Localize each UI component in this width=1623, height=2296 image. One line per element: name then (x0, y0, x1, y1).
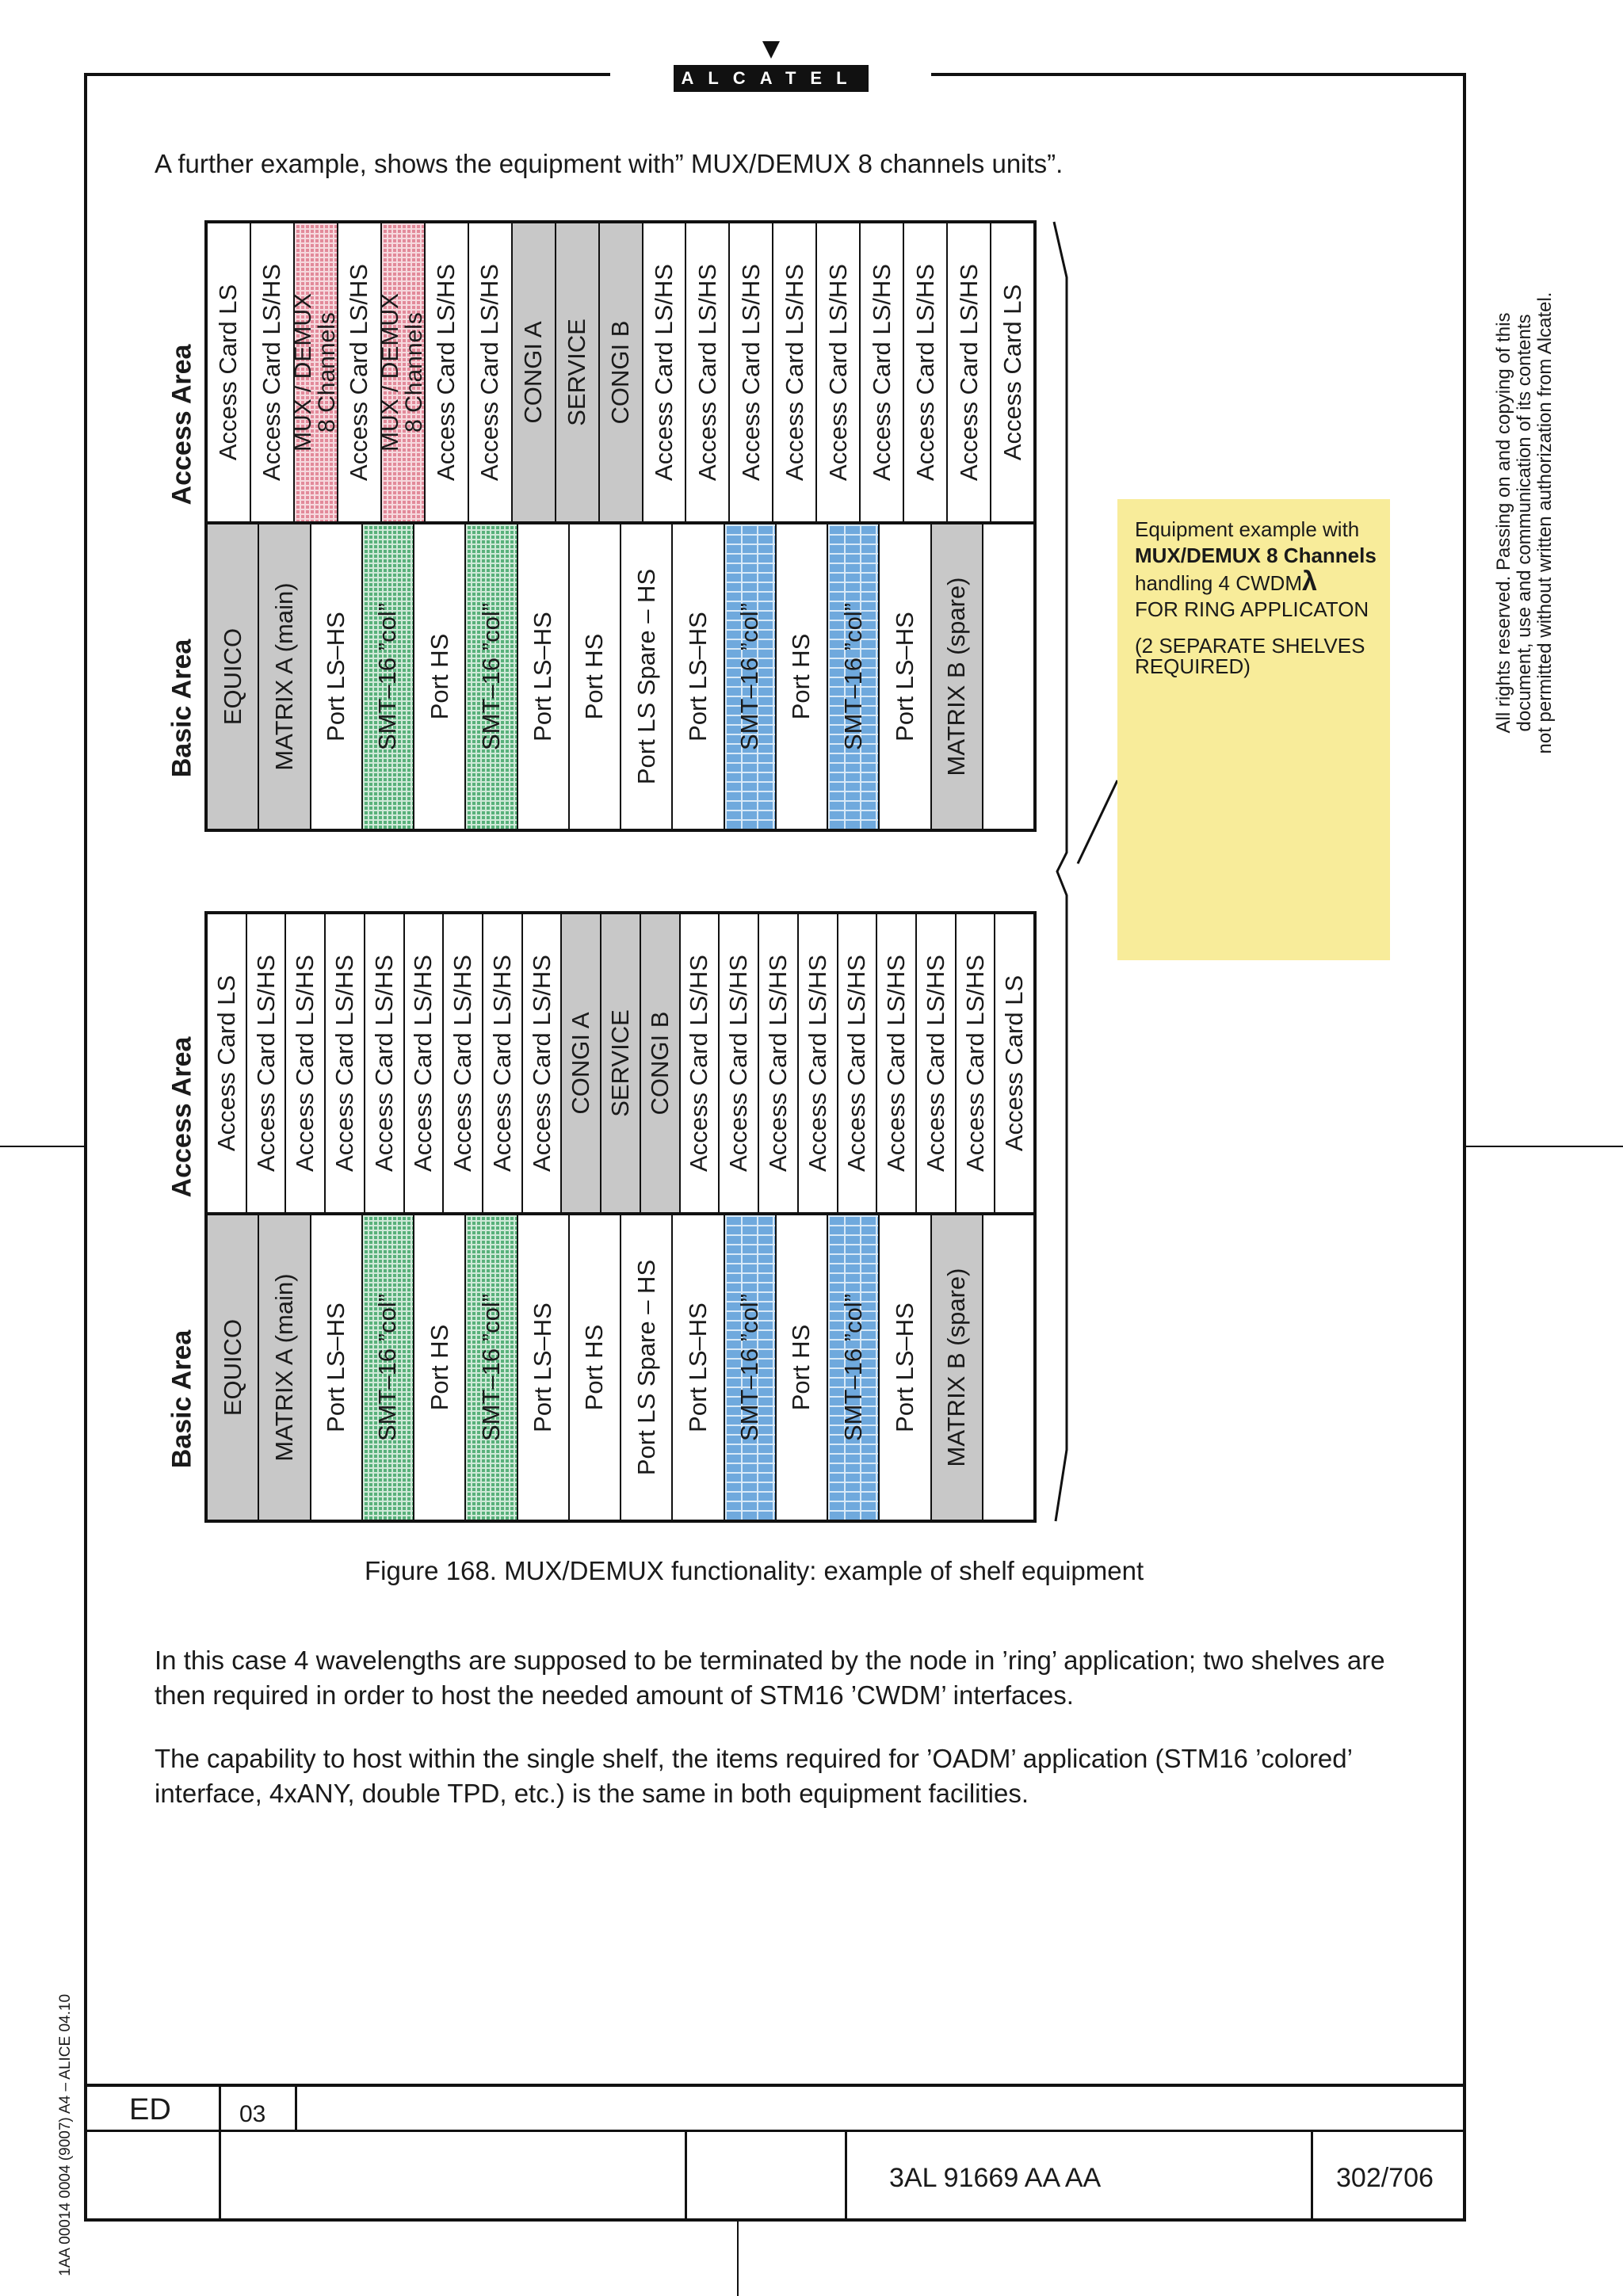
slot-label: Port LS–HS (890, 1302, 918, 1432)
slot-label: Port LS–HS (683, 1302, 712, 1432)
slot-smt-16-col (363, 524, 414, 829)
slot-mux-demux-8-channels (377, 223, 428, 521)
slot-port-hs (570, 1215, 621, 1520)
copyright-line-3: not permitted without written authorization from Alcatel. (1534, 292, 1556, 754)
slot-label: Access Card LS/HS (345, 264, 373, 481)
slot-label: SMT–16 ”col” (838, 1293, 867, 1442)
slot-label: Access Card LS (214, 284, 242, 461)
shelf-1-basic-row (204, 524, 1037, 832)
slot-label: CONGI A (519, 321, 548, 424)
slot-label: Port LS Spare – HS (632, 1259, 660, 1476)
slot-access-card-ls-hs (838, 914, 878, 1212)
shelf-1-access-row (204, 220, 1037, 524)
slot-smt-16-col (363, 1215, 414, 1520)
slot-smt-16-col (466, 1215, 517, 1520)
slot-congi-b (641, 914, 681, 1212)
slot-label: SMT–16 ”col” (373, 602, 402, 751)
slot-label: CONGI B (645, 1011, 674, 1116)
slot-label: SERVICE (563, 318, 591, 426)
slot-label: Access Card LS/HS (842, 955, 871, 1172)
shelf-1 (204, 220, 1037, 832)
slot-port-hs (414, 1215, 466, 1520)
slot-label: CONGI B (606, 320, 635, 425)
slot-label: Port HS (425, 633, 453, 720)
slot-label: SMT–16 ”col” (373, 1293, 402, 1442)
slot-label: Access Card LS/HS (823, 264, 852, 481)
slot-label: Access Card LS/HS (780, 264, 808, 481)
logo-triangle-icon (762, 41, 780, 59)
slot-access-card-ls-hs (326, 914, 365, 1212)
slot-port-hs (777, 1215, 828, 1520)
slot-access-card-ls-hs (483, 914, 523, 1212)
titleblock-bottom (84, 2218, 1466, 2222)
figure-caption: Figure 168. MUX/DEMUX functionality: example of shelf equipment (365, 1556, 1144, 1585)
slot-label: Port LS–HS (529, 1302, 557, 1432)
frame-top-right (931, 73, 1466, 76)
slot-access-card-ls-hs (861, 223, 904, 521)
slot-label: Access Card LS/HS (763, 955, 792, 1172)
slot-matrix-b-spare (932, 524, 983, 829)
slot-port-ls-hs (880, 524, 931, 829)
slot-port-ls-spare-hs (621, 1215, 673, 1520)
edition-value: 03 (239, 2101, 266, 2127)
slot-label: Access Card LS/HS (921, 955, 949, 1172)
slot-port-ls-spare-hs (621, 524, 673, 829)
slot-access-card-ls-hs (365, 914, 405, 1212)
slot-label: Access Card LS/HS (449, 955, 477, 1172)
slot-label: EQUICO (218, 627, 246, 726)
slot-matrix-a-main (259, 1215, 311, 1520)
slot-port-hs (777, 524, 828, 829)
slot-label: Access Card LS (212, 974, 240, 1152)
frame-left (84, 73, 87, 2222)
note-line-6: REQUIRED) (1135, 654, 1251, 678)
document-number: 3AL 91669 AA AA (889, 2163, 1102, 2193)
slot-label: Access Card LS/HS (432, 264, 460, 481)
slot-label: Access Card LS/HS (693, 264, 721, 481)
titleblock-div-3 (685, 2130, 687, 2220)
slot-label: Access Card LS/HS (291, 955, 319, 1172)
slot-equico (208, 1215, 259, 1520)
titleblock-top (84, 2084, 1466, 2087)
slot-label: Port LS–HS (683, 612, 712, 742)
slot-congi-a (562, 914, 601, 1212)
titleblock-div-1 (219, 2084, 221, 2220)
slot-access-card-ls-hs (338, 223, 382, 521)
slot-label: Access Card LS/HS (330, 955, 359, 1172)
slot-access-card-ls-hs (247, 914, 287, 1212)
slot-congi-a (513, 223, 556, 521)
slot-label: Port HS (787, 633, 815, 720)
shelf-2-access-label: Access Area (166, 1036, 197, 1198)
slot-label: EQUICO (218, 1318, 246, 1417)
shelf-2-access-row (204, 911, 1037, 1215)
slot-access-card-ls-hs (643, 223, 687, 521)
shelf-1-access-label: Access Area (166, 344, 197, 505)
page-number: 302/706 (1336, 2163, 1434, 2193)
slot-port-hs (570, 524, 621, 829)
copyright-notice (1494, 246, 1556, 800)
slot-congi-b (600, 223, 643, 521)
margin-mark-right (1466, 1146, 1623, 1147)
slot-smt-16-col (725, 524, 777, 829)
slot-empty (983, 524, 1033, 829)
slot-port-ls-hs (518, 1215, 570, 1520)
slot-port-ls-hs (311, 1215, 363, 1520)
slot-label: MATRIX A (main) (269, 1273, 298, 1462)
slot-access-card-ls-hs (759, 914, 799, 1212)
copyright-line-2: document, use and communication of its contents (1514, 314, 1535, 732)
slot-label: Access Card LS/HS (650, 264, 678, 481)
note-line-4: FOR RING APPLICATON (1135, 597, 1369, 621)
slot-mux-demux-8-channels (290, 223, 341, 521)
slot-access-card-ls (991, 223, 1033, 521)
edition-label: ED (129, 2093, 171, 2126)
form-identifier: 1AA 00014 0004 (9007) A4 – ALICE 04.10 (57, 1993, 74, 2276)
slot-smt-16-col (466, 524, 517, 829)
slot-port-ls-hs (311, 524, 363, 829)
slot-access-card-ls-hs (904, 223, 948, 521)
slot-label: MATRIX B (spare) (942, 577, 971, 776)
lambda-symbol: λ (1301, 566, 1317, 597)
slot-smt-16-col (828, 1215, 880, 1520)
note-line-3: handling 4 CWDM (1135, 571, 1302, 595)
slot-label: Access Card LS/HS (487, 955, 516, 1172)
slot-smt-16-col (828, 524, 880, 829)
slot-label: SMT–16 ”col” (735, 602, 764, 751)
slot-label: Access Card LS/HS (527, 955, 556, 1172)
copyright-line-1: All rights reserved. Passing on and copying of this (1493, 312, 1514, 734)
paragraph-2: The capability to host within the single shelf, the items required for ’OADM’ application (STM16 ’colored’ interface, 4xANY, double TPD, etc.) is the same in both equipment facilities. (155, 1744, 1352, 1808)
slot-access-card-ls-hs (686, 223, 730, 521)
slot-access-card-ls-hs (773, 223, 817, 521)
slot-label: Port HS (580, 633, 609, 720)
slot-service (556, 223, 600, 521)
note-line-2: MUX/DEMUX 8 Channels (1135, 543, 1377, 567)
margin-mark-bottom (737, 2222, 739, 2296)
slot-label: Access Card LS/HS (882, 955, 911, 1172)
slot-label: SMT–16 ”col” (838, 602, 867, 751)
slot-label: Port LS–HS (322, 1302, 350, 1432)
slot-label: MATRIX A (main) (269, 582, 298, 771)
slot-access-card-ls-hs (720, 914, 759, 1212)
slot-access-card-ls-hs (730, 223, 773, 521)
intro-text: A further example, shows the equipment with” MUX/DEMUX 8 channels units”. (155, 149, 1064, 178)
slot-label: Port LS Spare – HS (632, 568, 660, 785)
slot-label: Access Card LS/HS (803, 955, 831, 1172)
slot-access-card-ls-hs (286, 914, 326, 1212)
slot-access-card-ls-hs (948, 223, 991, 521)
slot-access-card-ls-hs (523, 914, 563, 1212)
slot-access-card-ls-hs (817, 223, 861, 521)
slot-service (601, 914, 641, 1212)
note-line-3-wrap (1135, 566, 1382, 597)
slot-label: Port HS (425, 1324, 453, 1411)
note-line-5: (2 SEPARATE SHELVES (1135, 634, 1365, 658)
slot-access-card-ls-hs (426, 223, 469, 521)
slot-access-card-ls-hs (917, 914, 957, 1212)
slot-label: Access Card LS/HS (736, 264, 765, 481)
slot-label: Access Card LS/HS (960, 955, 989, 1172)
slot-label: Port LS–HS (890, 612, 918, 742)
shelf-2-basic-label: Basic Area (166, 1329, 197, 1469)
frame-right (1463, 73, 1466, 2222)
titleblock-div-5 (1311, 2130, 1313, 2220)
slot-access-card-ls-hs (681, 914, 720, 1212)
slot-label: MUX / DEMUX 8 Channels (377, 292, 428, 452)
slot-label: Access Card LS/HS (409, 955, 437, 1172)
slot-access-card-ls (995, 914, 1033, 1212)
equipment-note (1117, 499, 1390, 960)
alcatel-logo: ALCATEL (674, 65, 869, 92)
slot-label: Port LS–HS (529, 612, 557, 742)
slot-port-ls-hs (518, 524, 570, 829)
slot-smt-16-col (725, 1215, 777, 1520)
slot-label: SMT–16 ”col” (476, 602, 505, 751)
frame-top-left (84, 73, 610, 76)
slot-matrix-b-spare (932, 1215, 983, 1520)
slot-label: SMT–16 ”col” (476, 1293, 505, 1442)
titleblock-div-4 (845, 2130, 847, 2220)
slot-port-ls-hs (673, 1215, 724, 1520)
slot-label: SERVICE (606, 1009, 635, 1117)
slot-label: Port HS (787, 1324, 815, 1411)
note-line-1: Equipment example with (1135, 517, 1360, 541)
slot-label: Access Card LS/HS (867, 264, 896, 481)
slot-access-card-ls (208, 223, 251, 521)
slot-access-card-ls-hs (251, 223, 295, 521)
slot-label: Access Card LS (998, 284, 1026, 461)
titleblock-mid (84, 2130, 1466, 2132)
slot-port-ls-hs (880, 1215, 931, 1520)
slot-access-card-ls-hs (444, 914, 483, 1212)
slot-matrix-a-main (259, 524, 311, 829)
shelf-1-basic-label: Basic Area (166, 639, 197, 778)
slot-label: Access Card LS/HS (369, 955, 398, 1172)
slot-label: MATRIX B (spare) (942, 1268, 971, 1467)
slot-label: SMT–16 ”col” (735, 1293, 764, 1442)
slot-access-card-ls (208, 914, 247, 1212)
slot-label: Access Card LS/HS (251, 955, 280, 1172)
slot-label: Port HS (580, 1324, 609, 1411)
slot-label: Access Card LS/HS (911, 264, 939, 481)
slot-port-ls-hs (673, 524, 724, 829)
slot-label: Access Card LS (1000, 974, 1029, 1152)
slot-equico (208, 524, 259, 829)
paragraph-1: In this case 4 wavelengths are supposed to be terminated by the node in ’ring’ application; two shelves are then required in order to host the needed amount of STM16 ’CWDM’ interfaces. (155, 1646, 1385, 1710)
slot-access-card-ls-hs (799, 914, 838, 1212)
slot-empty (983, 1215, 1033, 1520)
shelf-2 (204, 911, 1037, 1523)
slot-label: MUX / DEMUX 8 Channels (290, 292, 341, 452)
slot-access-card-ls-hs (877, 914, 917, 1212)
shelf-2-basic-row (204, 1215, 1037, 1523)
slot-label: Port LS–HS (322, 612, 350, 742)
slot-label: CONGI A (567, 1012, 595, 1115)
slot-label: Access Card LS/HS (685, 955, 713, 1172)
slot-access-card-ls-hs (405, 914, 445, 1212)
slot-label: Access Card LS/HS (475, 264, 504, 481)
slot-port-hs (414, 524, 466, 829)
titleblock-div-2 (295, 2084, 297, 2130)
slot-label: Access Card LS/HS (258, 264, 286, 481)
margin-mark-left (0, 1146, 84, 1147)
slot-label: Access Card LS/HS (954, 264, 983, 481)
slot-access-card-ls-hs (957, 914, 996, 1212)
slot-access-card-ls-hs (469, 223, 513, 521)
slot-label: Access Card LS/HS (724, 955, 753, 1172)
